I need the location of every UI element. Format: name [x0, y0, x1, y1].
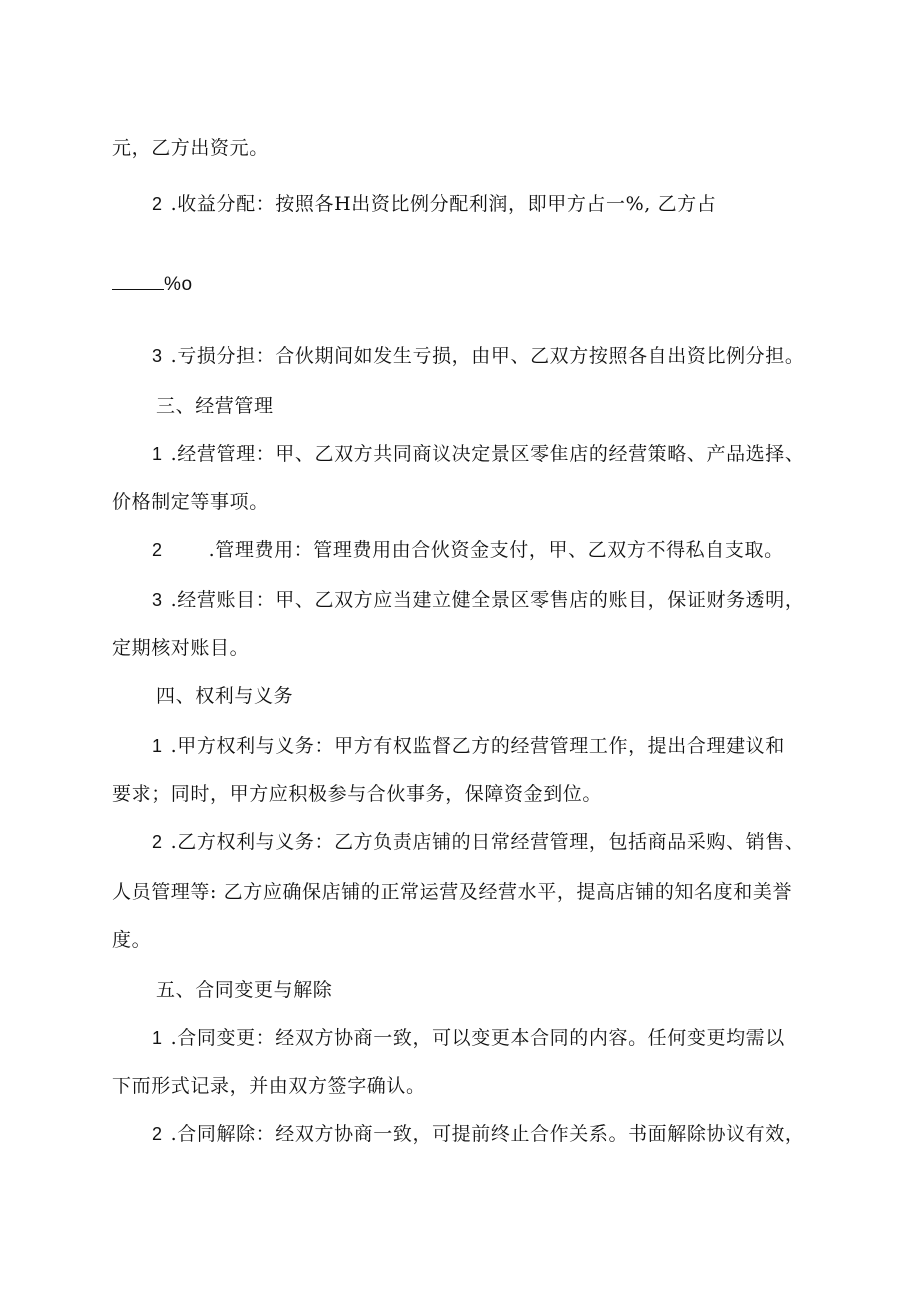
- clause-text: .合同变更：经双方协商一致，可以变更本合同的内容。任何变更均需以: [170, 1027, 785, 1049]
- line-text: 下而形式记录，并由双方签字确认。: [112, 1075, 426, 1097]
- section-heading: 四、权利与义务: [156, 685, 294, 707]
- clause-text: .经营管理：甲、乙双方共同商议决定景区零隹店的经营策略、产品选择、: [170, 443, 805, 465]
- section-heading-changes: [156, 978, 332, 1002]
- clause-number: 1: [152, 736, 163, 756]
- clause-text: .乙方权利与义务：乙方负责店铺的日常经营管理，包括商品采购、销售、: [170, 831, 805, 853]
- paragraph-line: [112, 490, 269, 514]
- clause-party-a-rights: [152, 734, 785, 758]
- paragraph-line: [112, 272, 193, 297]
- clause-contract-termination: [152, 1122, 804, 1146]
- line-text: 定期核对账目。: [112, 637, 250, 659]
- clause-operation-management: [152, 442, 804, 466]
- paragraph-line: [112, 782, 602, 806]
- line-text: 要求；同时，甲方应积极参与合伙事务，保障资金到位。: [112, 783, 603, 805]
- section-heading: 五、合同变更与解除: [156, 979, 333, 1001]
- clause-number: 2: [152, 1124, 163, 1144]
- clause-number: 3: [152, 346, 163, 366]
- clause-number: 2: [152, 194, 163, 214]
- clause-text: .收益分配：按照各H出资比例分配利润，即甲方占一%, 乙方占: [170, 193, 717, 215]
- clause-number: 2: [152, 832, 163, 852]
- clause-text: .甲方权利与义务：甲方有权监督乙方的经营管理工作，提出合理建议和: [170, 735, 785, 757]
- clause-text: .合同解除：经双方协商一致，可提前终止合作关系。书面解除协议有效，: [170, 1123, 805, 1145]
- line-text: 元，乙方出资元。: [112, 137, 269, 159]
- line-text: 价格制定等事项。: [112, 491, 269, 513]
- clause-number: 1: [152, 444, 163, 464]
- clause-contract-change: [152, 1026, 785, 1050]
- clause-number: 2: [152, 540, 163, 560]
- line-text: 度。: [112, 929, 152, 951]
- fill-in-blank: [112, 272, 164, 290]
- clause-text: .经营账目：甲、乙双方应当建立健全景区零售店的账目，保证财务透明，: [170, 589, 805, 611]
- clause-profit-distribution: [152, 192, 716, 216]
- line-suffix: %o: [164, 274, 193, 295]
- clause-accounts: [152, 588, 804, 612]
- clause-text: .亏损分担：合伙期间如发生亏损，由甲、乙双方按照各自出资比例分担。: [170, 345, 805, 367]
- section-heading-rights: [156, 684, 293, 708]
- paragraph-line: [112, 136, 269, 160]
- clause-number: 1: [152, 1028, 163, 1048]
- paragraph-line: [112, 928, 151, 952]
- section-heading: 三、经营管理: [156, 395, 274, 417]
- line-text: 人员管理等: 乙方应确保店铺的正常运营及经营水平，提高店铺的知名度和美誉: [112, 881, 793, 903]
- clause-party-b-rights: [152, 830, 804, 854]
- clause-management-fees: [152, 538, 784, 562]
- clause-text: .管理费用：管理费用由合伙资金支付，甲、乙双方不得私自支取。: [208, 539, 784, 561]
- paragraph-line: [112, 636, 249, 660]
- clause-loss-sharing: [152, 344, 804, 368]
- paragraph-line: [112, 880, 792, 904]
- paragraph-line: [112, 1074, 426, 1098]
- section-heading-management: [156, 394, 274, 418]
- clause-number: 3: [152, 590, 163, 610]
